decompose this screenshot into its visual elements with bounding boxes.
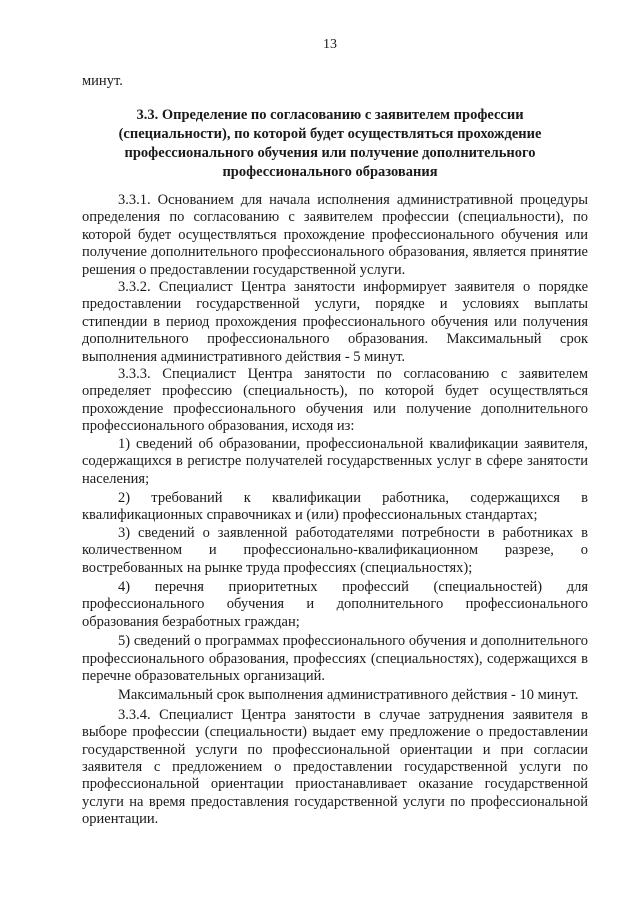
list-item-3: 3) сведений о заявленной работодателями потребности в работниках в количественном и профессионально-квалификационном разрезе, о востребованных на рынке труда профессиях (специальностях); xyxy=(82,524,588,576)
paragraph-3-3-1: 3.3.1. Основанием для начала исполнения административной процедуры определения по согласованию с заявителем профессии (специальности), по которой будет осуществляться прохождение профессионального обучения или получение дополнительного профессионального образования, является принятие решения о предоставлении государственной услуги. xyxy=(82,192,588,278)
page-number: 13 xyxy=(323,37,337,52)
list-item-2: 2) требований к квалификации работника, содержащихся в квалификационных справочниках и (или) профессиональных стандартах; xyxy=(82,489,588,524)
continued-text: минут. xyxy=(82,73,123,89)
paragraph-3-3-3: 3.3.3. Специалист Центра занятости по согласованию с заявителем определяет профессию (специальность), по которой будет осуществляться прохождение профессионального обучения или получение дополнительного профессионального образования, исходя из: xyxy=(82,366,588,435)
max-duration-note: Максимальный срок выполнения административного действия - 10 минут. xyxy=(118,687,579,704)
section-heading: 3.3. Определение по согласованию с заявителем профессии (специальности), по которой будет осуществляться прохождение профессионального обучения или получение дополнительного профессионального образования xyxy=(118,107,542,180)
list-item-4: 4) перечня приоритетных профессий (специальностей) для профессионального обучения и дополнительного профессионального образования безработных граждан; xyxy=(82,578,588,630)
section-body xyxy=(82,192,588,829)
list-item-1: 1) сведений об образовании, профессиональной квалификации заявителя, содержащихся в регистре получателей государственных услуг в сфере занятости населения; xyxy=(82,435,588,487)
paragraph-3-3-2: 3.3.2. Специалист Центра занятости информирует заявителя о порядке предоставлении государственной услуги, порядке и условиях выплаты стипендии в период прохождения профессионального обучения или получения дополнительного профессионального образования. Максимальный срок выполнения административного действия - 5 минут. xyxy=(82,279,588,365)
list-item-5: 5) сведений о программах профессионального обучения и дополнительного профессионального образования, профессиях (специальностях), содержащихся в перечне образовательных организаций. xyxy=(82,633,588,684)
paragraph-3-3-4: 3.3.4. Специалист Центра занятости в случае затруднения заявителя в выборе профессии (специальности) выдает ему предложение о предоставлении государственной услуги по профессиональной ориентации и при согласии заявителя с предложением о предоставлении государственной услуги по профессиональной ориентации приостанавливает оказание государственной услуги на время предоставления государственной услуги по профессиональной ориентации. xyxy=(82,706,588,828)
